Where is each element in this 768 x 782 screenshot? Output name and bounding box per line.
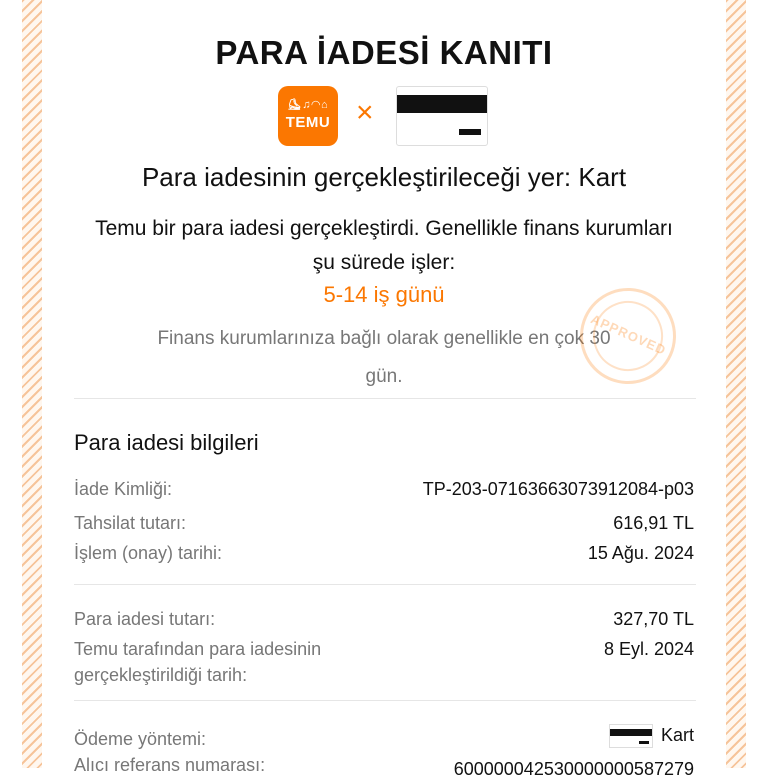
temu-logo-icon	[278, 86, 338, 146]
description-line-1: Temu bir para iadesi gerçekleştirdi. Genellikle finans kurumları	[95, 217, 673, 240]
card-icon-bar	[639, 741, 649, 744]
refund-date-value: 8 Eyl. 2024	[603, 639, 694, 659]
description-line-2: şu sürede işler:	[312, 251, 456, 274]
temu-logo-glyphs: ⛸♫◠⌂	[287, 99, 329, 111]
divider	[74, 584, 696, 585]
transaction-date-value: 15 Ağu. 2024	[587, 543, 694, 563]
card-magnetic-band	[397, 95, 487, 113]
refund-description	[64, 212, 704, 280]
transaction-date-label: İşlem (onay) tarihi:	[74, 543, 223, 563]
payment-method-value: Kart	[660, 725, 694, 745]
brand-logos	[44, 86, 724, 146]
refund-location-text: Para iadesinin gerçekleştirileceği yer: Kart	[141, 162, 627, 192]
right-stripe-border	[726, 0, 746, 768]
refund-id-label: İade Kimliği:	[74, 479, 173, 499]
card-logo-icon	[396, 86, 488, 146]
refund-amount-value: 327,70 TL	[613, 609, 694, 629]
refund-date-label-line-1: Temu tarafından para iadesinin	[74, 639, 322, 659]
note-line-2: gün.	[365, 366, 403, 387]
processing-time: 5-14 iş günü	[323, 282, 445, 307]
note-line-1: Finans kurumlarınıza bağlı olarak genellikle en çok 30	[157, 328, 611, 349]
divider	[74, 700, 696, 701]
refund-id-value: TP-203-07163663073912084-p03	[422, 479, 694, 499]
processing-note	[124, 320, 644, 396]
refund-date-label	[74, 636, 394, 688]
right-margin	[746, 0, 768, 768]
section-title: Para iadesi bilgileri	[74, 430, 259, 455]
refund-amount-label: Para iadesi tutarı:	[74, 609, 216, 629]
temu-logo-word: TEMU	[285, 114, 331, 131]
charge-amount-value: 616,91 TL	[613, 513, 694, 533]
stamp-text: APPROVED	[588, 311, 669, 358]
refund-date-label-line-2: gerçekleştirildiği tarih:	[74, 665, 248, 685]
card-mini-bar	[459, 129, 481, 135]
left-stripe-border	[22, 0, 42, 768]
left-margin	[0, 0, 22, 768]
reference-number-label: Alıcı referans numarası:	[74, 755, 266, 775]
payment-method-label: Ödeme yöntemi:	[74, 729, 207, 749]
refund-proof-document	[44, 0, 724, 779]
card-icon-band	[610, 729, 652, 736]
card-icon	[609, 724, 653, 748]
times-icon: ×	[356, 96, 374, 129]
reference-number-value: 600000042530000000587279	[453, 759, 694, 779]
page-title: PARA İADESİ KANITI	[215, 34, 553, 71]
divider	[74, 398, 696, 399]
payment-method-value-wrap	[609, 722, 694, 748]
charge-amount-label: Tahsilat tutarı:	[74, 513, 187, 533]
